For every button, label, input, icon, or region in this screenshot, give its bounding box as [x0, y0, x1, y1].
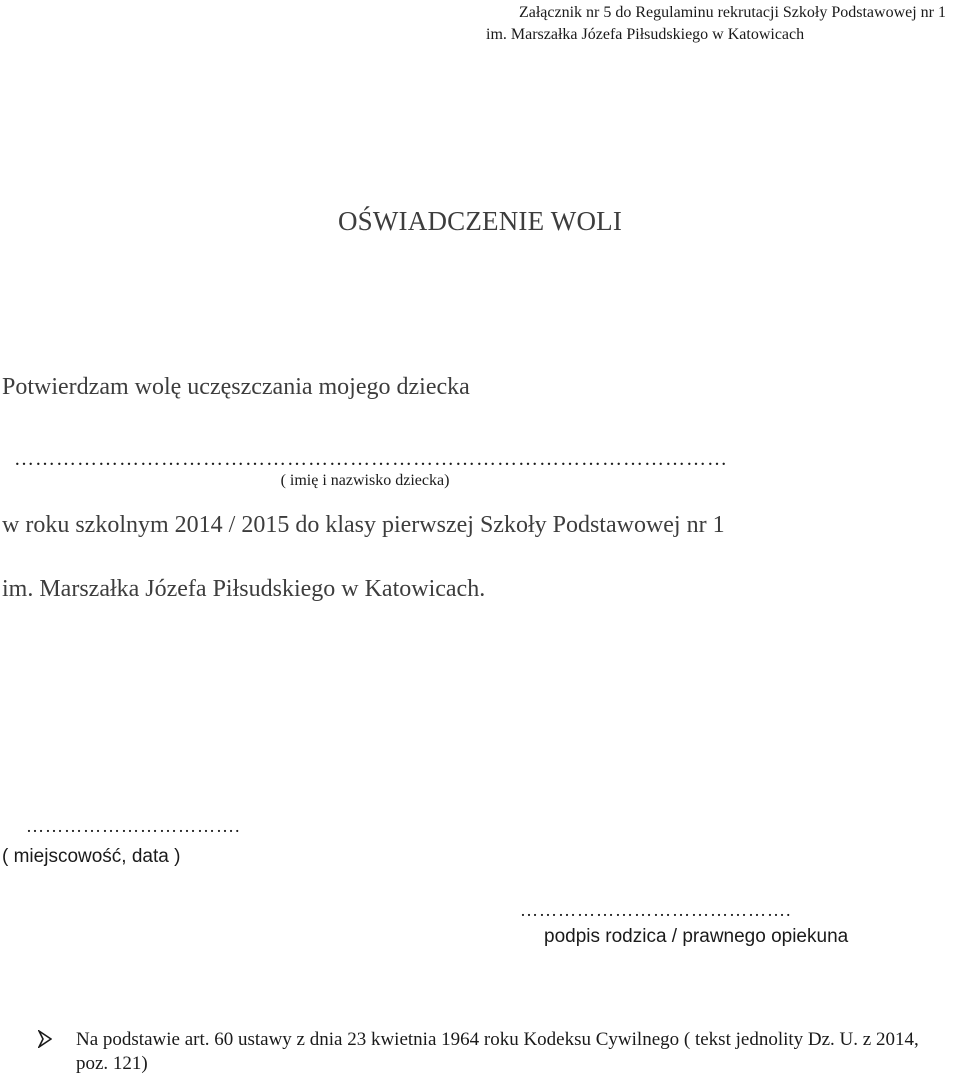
- legal-footnote-text: Na podstawie art. 60 ustawy z dnia 23 kwietnia 1964 roku Kodeksu Cywilnego ( tekst jednolity Dz. U. z 2014, poz. 121): [76, 1029, 919, 1074]
- attachment-header-line2: im. Marszałka Józefa Piłsudskiego w Katowicach: [486, 26, 805, 43]
- child-name-field: …………………………………………………………………………………………: [14, 448, 728, 470]
- legal-footnote: [38, 1028, 953, 1076]
- child-name-caption: ( imię i nazwisko dziecka): [280, 472, 450, 489]
- attachment-header-line1: Załącznik nr 5 do Regulaminu rekrutacji Szkoły Podstawowej nr 1: [518, 4, 946, 21]
- body-text-line1: w roku szkolnym 2014 / 2015 do klasy pierwszej Szkoły Podstawowej nr 1: [2, 512, 725, 538]
- attachment-header: [486, 2, 946, 46]
- place-date-field: …………………………….: [26, 816, 241, 836]
- signature-field: …………………………………….: [520, 900, 792, 920]
- place-date-caption: ( miejscowość, data ): [2, 846, 181, 867]
- signature-caption: podpis rodzica / prawnego opiekuna: [544, 926, 849, 947]
- document-title: OŚWIADCZENIE WOLI: [337, 206, 623, 236]
- arrowhead-bullet-icon: [38, 1030, 52, 1048]
- intro-text: Potwierdzam wolę uczęszczania mojego dziecka: [2, 374, 470, 400]
- body-text-line2: im. Marszałka Józefa Piłsudskiego w Katowicach.: [2, 576, 486, 602]
